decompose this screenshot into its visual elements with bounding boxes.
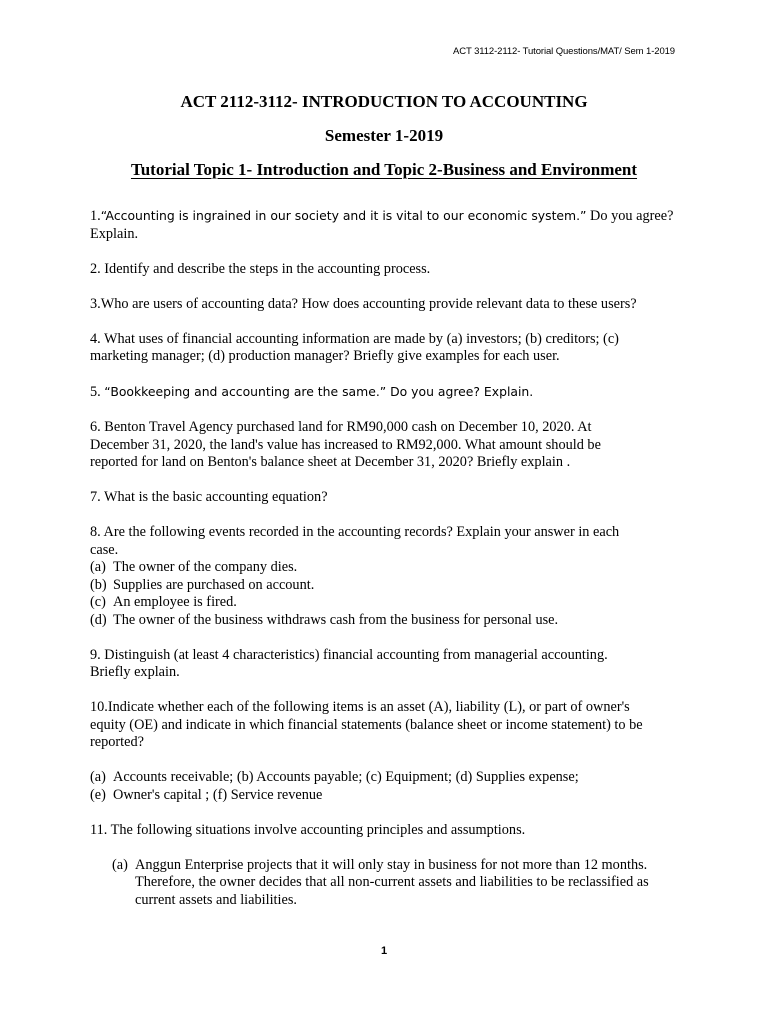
question-1: [90, 207, 690, 243]
question-1-line-2: Explain.: [90, 225, 139, 242]
question-8-line-2: case.: [90, 541, 119, 558]
question-10-line-3: reported?: [90, 734, 144, 750]
running-header: ACT 3112-2112- Tutorial Questions/MAT/ Sem 1-2019: [453, 46, 675, 57]
question-2-text: 2. Identify and describe the steps in the accounting process.: [90, 260, 431, 277]
list-item: (a) The owner of the company dies.: [90, 559, 298, 575]
semester-title: Semester 1-2019: [324, 126, 444, 145]
question-10-line-1: 10.Indicate whether each of the following items is an asset (A), liability (L), or part of owner's: [90, 699, 630, 715]
course-title: ACT 2112-3112- INTRODUCTION TO ACCOUNTING: [180, 92, 588, 111]
list-item: (d) The owner of the business withdraws cash from the business for personal use.: [90, 611, 559, 628]
question-9-line-1: 9. Distinguish (at least 4 characteristics) financial accounting from managerial accounting.: [90, 646, 608, 663]
question-3-text: 3.Who are users of accounting data? How does accounting provide relevant data to these users?: [90, 295, 637, 312]
question-9: [90, 647, 690, 682]
question-7: [90, 489, 690, 507]
question-5: [90, 383, 690, 402]
question-1-rest: Do you agree?: [586, 208, 674, 224]
topic-title: Tutorial Topic 1- Introduction and Topic 2-Business and Environment: [130, 160, 638, 179]
question-6-line-2: December 31, 2020, the land's value has increased to RM92,000. What amount should be: [90, 436, 601, 453]
question-3: [90, 296, 690, 314]
list-item: (e) Owner's capital ; (f) Service revenue: [90, 786, 323, 803]
question-8: [90, 524, 690, 629]
question-6: [90, 419, 690, 472]
question-10: [90, 699, 690, 752]
question-10-items: [90, 769, 690, 804]
question-list: [90, 207, 690, 909]
question-6-line-1: 6. Benton Travel Agency purchased land for RM90,000 cash on December 10, 2020. At: [90, 419, 592, 435]
list-item: (a) Accounts receivable; (b) Accounts payable; (c) Equipment; (d) Supplies expense;: [90, 769, 579, 785]
question-5-quote: “Bookkeeping and accounting are the same.” Do you agree? Explain.: [104, 384, 534, 399]
question-4: [90, 331, 690, 366]
question-4-line-2: marketing manager; (d) production manager? Briefly give examples for each user.: [90, 348, 560, 364]
question-1-quote: “Accounting is ingrained in our society and it is vital to our economic system.”: [100, 208, 587, 223]
list-item: (c) An employee is fired.: [90, 594, 237, 610]
question-8-line-1: 8. Are the following events recorded in the accounting records? Explain your answer in each: [90, 524, 620, 540]
question-4-line-1: 4. What uses of financial accounting information are made by (a) investors; (b) creditors; (c): [90, 330, 619, 347]
question-9-line-2: Briefly explain.: [90, 664, 180, 680]
question-11-item-a: (a) Anggun Enterprise projects that it will only stay in business for not more than 12 months. Therefore, the owner decides that all non-current assets and liabilities to be reclassified as current assets and liabilities.: [112, 856, 649, 908]
question-6-line-3: reported for land on Benton's balance sheet at December 31, 2020? Briefly explain .: [90, 454, 571, 470]
question-1-number: 1.: [90, 208, 101, 224]
question-11-line-1: 11. The following situations involve accounting principles and assumptions.: [90, 821, 526, 838]
page-number: 1: [380, 945, 388, 957]
question-2: [90, 261, 690, 279]
list-item: (b) Supplies are purchased on account.: [90, 576, 315, 593]
question-5-number: 5.: [90, 384, 105, 400]
question-8-items: [90, 559, 690, 629]
question-7-text: 7. What is the basic accounting equation?: [90, 489, 328, 505]
question-11: [90, 822, 690, 840]
question-10-line-2: equity (OE) and indicate in which financial statements (balance sheet or income statement) to be: [90, 716, 643, 733]
